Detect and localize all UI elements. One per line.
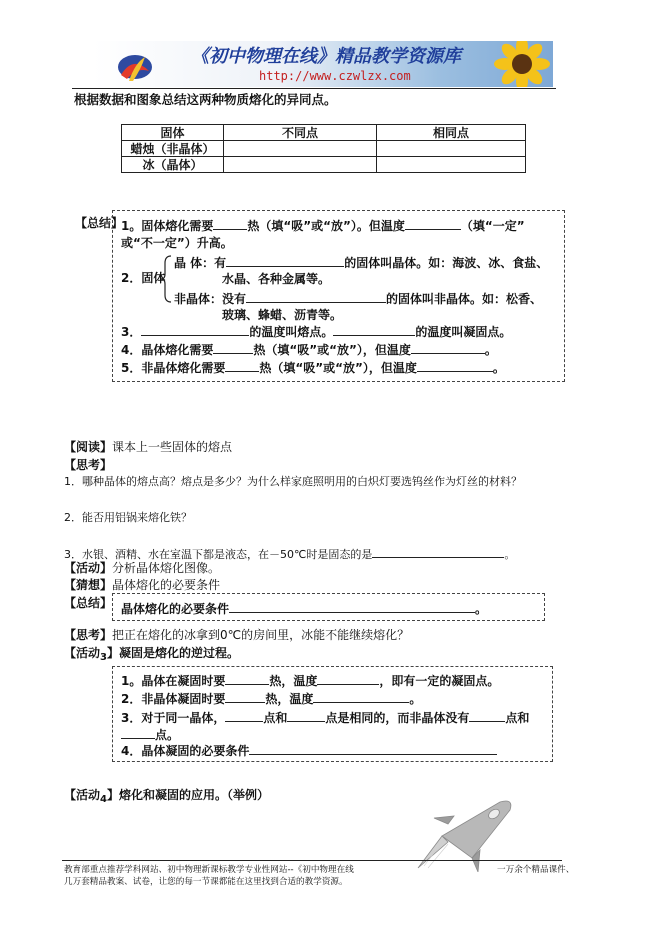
answer-blank[interactable] bbox=[225, 672, 269, 685]
sunflower-icon bbox=[491, 41, 553, 87]
footer-line-2: 几万套精品教案、试卷，让您的每一节课都能在这里找到合适的教学资源。 bbox=[64, 877, 348, 887]
summary-line-1: 1。固体熔化需要 热（填“吸”或“放”）。但温度 （填“一定” bbox=[121, 219, 525, 233]
answer-blank[interactable] bbox=[405, 217, 461, 230]
site-logo-icon bbox=[115, 45, 155, 85]
answer-blank[interactable] bbox=[372, 545, 504, 558]
summary-tag: 【总结】 bbox=[75, 216, 124, 230]
footer-rule bbox=[62, 860, 562, 861]
answer-blank[interactable] bbox=[225, 709, 263, 722]
activity3-heading: 【活动$_3$】凝固是熔化的逆过程。 bbox=[64, 646, 240, 663]
row-label: 冰（晶体） bbox=[122, 157, 224, 173]
crystal-line-cont: 水晶、各种金属等。 bbox=[222, 272, 331, 286]
answer-blank[interactable] bbox=[225, 690, 265, 703]
summary2-line: 晶体熔化的必要条件 。 bbox=[121, 602, 488, 616]
think-tag: 【思考】 bbox=[64, 458, 113, 472]
amorphous-line: 非晶体：没有 的固体叫非晶体。如：松香、 bbox=[174, 292, 543, 306]
think-question-1: 1．哪种晶体的熔点高？熔点是多少？为什么样家庭照明用的白炽灯要选钨丝作为灯丝的材料？ bbox=[64, 475, 522, 488]
answer-blank[interactable] bbox=[411, 341, 485, 354]
activity3-line-3-cont: 点。 bbox=[121, 726, 179, 743]
answer-cell[interactable] bbox=[377, 157, 526, 173]
table-header-row bbox=[122, 125, 526, 141]
amorphous-line-cont: 玻璃、蜂蜡、沥青等。 bbox=[222, 308, 343, 322]
footer-line-1a: 教育部重点推荐学科网站、初中物理新课标教学专业性网站--《初中物理在线 bbox=[64, 865, 354, 875]
answer-blank[interactable] bbox=[226, 254, 344, 267]
intro-text: 根据数据和图象总结这两种物质熔化的异同点。 bbox=[74, 92, 337, 107]
activity4-heading: 【活动$_4$】熔化和凝固的应用。（举例） bbox=[64, 788, 270, 805]
answer-cell[interactable] bbox=[377, 141, 526, 157]
answer-blank[interactable] bbox=[313, 690, 409, 703]
summary2-tag: 【总结】 bbox=[64, 596, 113, 610]
reading-line: 【阅读】课本上一些固体的熔点 bbox=[64, 440, 233, 454]
summary-line-1-cont: 或“不一定”）升高。 bbox=[121, 236, 233, 250]
comparison-table bbox=[121, 124, 526, 173]
header-cell: 相同点 bbox=[377, 125, 526, 141]
answer-blank[interactable] bbox=[213, 341, 253, 354]
activity3-line-1: 1。晶体在凝固时要 热，温度 ，即有一定的凝固点。 bbox=[121, 674, 500, 688]
answer-blank[interactable] bbox=[417, 359, 493, 372]
answer-blank[interactable] bbox=[225, 359, 259, 372]
answer-blank[interactable] bbox=[469, 709, 505, 722]
answer-cell[interactable] bbox=[224, 141, 377, 157]
summary-line-3: 3． 的温度叫熔点。 的温度叫凝固点。 bbox=[121, 325, 512, 339]
answer-blank[interactable] bbox=[333, 323, 415, 336]
answer-blank[interactable] bbox=[287, 709, 325, 722]
brace-icon bbox=[160, 255, 172, 303]
activity-line: 【活动】分析晶体熔化图像。 bbox=[64, 561, 221, 575]
summary-line-5: 5．非晶体熔化需要 热（填“吸”或“放”），但温度 。 bbox=[121, 361, 505, 375]
answer-blank[interactable] bbox=[246, 290, 386, 303]
activity3-line-4: 4．晶体凝固的必要条件 bbox=[121, 742, 497, 759]
row-label: 蜡烛（非晶体） bbox=[122, 141, 224, 157]
header-rule bbox=[72, 88, 556, 89]
table-row bbox=[122, 157, 526, 173]
activity3-line-2: 2．非晶体凝固时要 热，温度 。 bbox=[121, 692, 422, 706]
summary-item-2-label: 2．固体 bbox=[121, 271, 166, 285]
answer-blank[interactable] bbox=[229, 600, 475, 613]
answer-blank[interactable] bbox=[121, 726, 155, 739]
answer-blank[interactable] bbox=[317, 672, 379, 685]
summary-line-4: 4．晶体熔化需要 热（填“吸”或“放”），但温度 。 bbox=[121, 343, 497, 357]
guess-line: 【猜想】晶体熔化的必要条件 bbox=[64, 578, 221, 592]
think2-line: 【思考】把正在熔化的冰拿到0℃的房间里，冰能不能继续熔化？ bbox=[64, 628, 410, 642]
think-question-2: 2．能否用铝锅来熔化铁？ bbox=[64, 511, 192, 524]
table-row bbox=[122, 141, 526, 157]
think-question-3: 3．水银、酒精、水在室温下都是液态，在－50℃时是固态的是 。 bbox=[64, 545, 515, 562]
header-cell: 不同点 bbox=[224, 125, 377, 141]
footer-line-1b: 一万余个精品课件、 bbox=[497, 865, 575, 875]
answer-cell[interactable] bbox=[224, 157, 377, 173]
answer-blank[interactable] bbox=[213, 217, 247, 230]
banner-url: http://www.czwlzx.com bbox=[259, 69, 411, 83]
banner-title: 《初中物理在线》精品教学资源库 bbox=[191, 46, 461, 67]
answer-blank[interactable] bbox=[249, 742, 497, 755]
header-banner bbox=[93, 41, 553, 87]
header-cell: 固体 bbox=[122, 125, 224, 141]
answer-blank[interactable] bbox=[141, 323, 249, 336]
activity3-line-3: 3．对于同一晶体， 点和 点是相同的，而非晶体没有 点和 bbox=[121, 711, 530, 725]
crystal-line: 晶 体：有 的固体叫晶体。如：海波、冰、食盐、 bbox=[174, 256, 549, 270]
